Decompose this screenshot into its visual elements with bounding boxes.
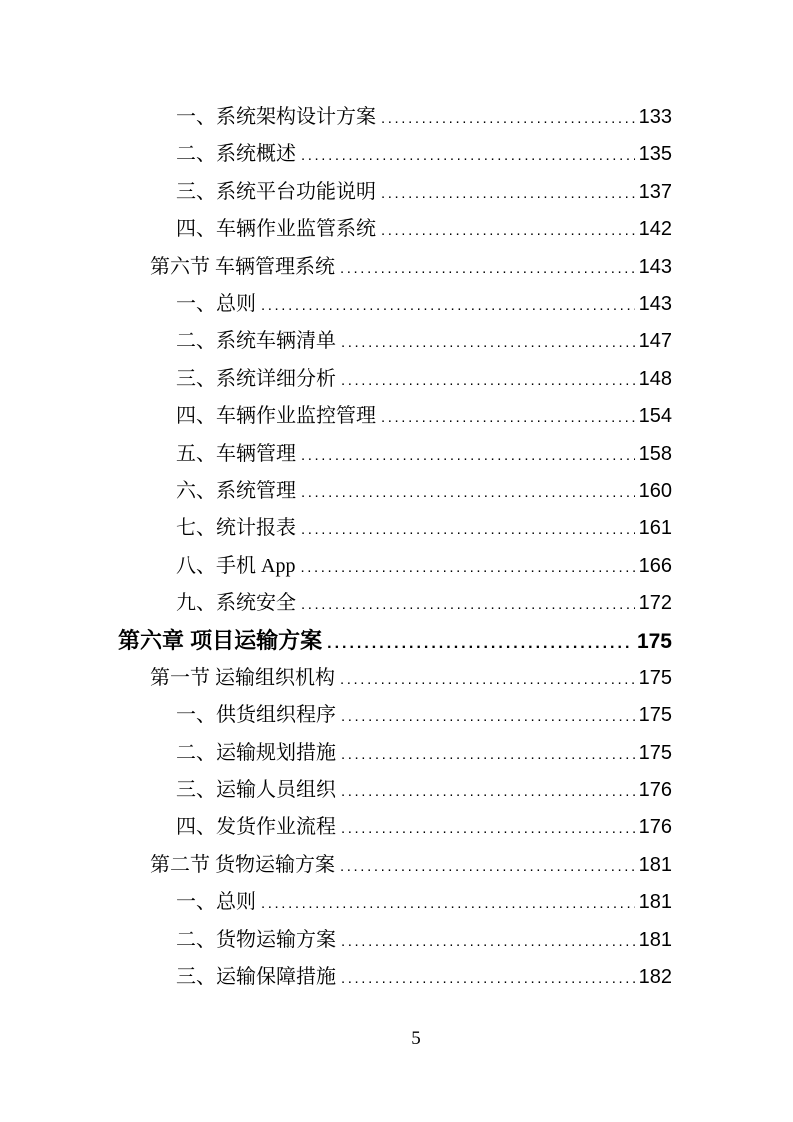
page-footer-number: 5 bbox=[411, 1028, 421, 1049]
toc-entry-title: 第六章 项目运输方案 bbox=[118, 628, 323, 654]
toc-leader-dots bbox=[327, 622, 633, 662]
toc-entry[interactable] bbox=[0, 922, 672, 959]
toc-leader-dots bbox=[261, 286, 635, 324]
toc-leader-dots bbox=[301, 473, 635, 511]
toc-entry-page-number: 176 bbox=[638, 779, 672, 802]
toc-entry[interactable] bbox=[0, 847, 672, 884]
toc-leader-dots bbox=[341, 323, 635, 361]
toc-leader-dots bbox=[261, 884, 635, 922]
toc-entry-page-number: 160 bbox=[638, 479, 672, 502]
toc-entry-title: 四、发货作业流程 bbox=[176, 816, 336, 839]
toc-leader-dots bbox=[341, 922, 635, 960]
toc-entry-page-number: 181 bbox=[638, 853, 672, 876]
toc-entry[interactable] bbox=[0, 211, 672, 248]
table-of-contents bbox=[0, 99, 672, 996]
toc-entry-title: 一、供货组织程序 bbox=[176, 704, 336, 727]
toc-entry-page-number: 182 bbox=[638, 965, 672, 988]
toc-entry-page-number: 143 bbox=[638, 292, 672, 315]
toc-entry[interactable] bbox=[0, 286, 672, 323]
toc-entry-title: 二、系统车辆清单 bbox=[176, 330, 336, 353]
toc-entry-title: 四、车辆作业监管系统 bbox=[176, 218, 376, 241]
toc-entry[interactable] bbox=[0, 174, 672, 211]
toc-entry[interactable] bbox=[0, 772, 672, 809]
toc-leader-dots bbox=[341, 735, 635, 773]
toc-entry[interactable] bbox=[0, 99, 672, 136]
toc-leader-dots bbox=[301, 585, 635, 623]
toc-entry[interactable] bbox=[0, 660, 672, 697]
toc-entry-title: 一、总则 bbox=[176, 891, 256, 914]
toc-entry[interactable] bbox=[0, 959, 672, 996]
toc-leader-dots bbox=[301, 136, 635, 174]
toc-entry-page-number: 181 bbox=[638, 891, 672, 914]
toc-entry-title: 二、系统概述 bbox=[176, 143, 296, 166]
toc-entry[interactable] bbox=[0, 585, 672, 622]
toc-entry[interactable] bbox=[0, 323, 672, 360]
toc-entry[interactable] bbox=[0, 884, 672, 921]
toc-entry-page-number: 175 bbox=[636, 630, 672, 654]
toc-entry-page-number: 143 bbox=[638, 255, 672, 278]
toc-entry-page-number: 175 bbox=[638, 704, 672, 727]
toc-leader-dots bbox=[381, 211, 635, 249]
toc-entry-page-number: 135 bbox=[638, 143, 672, 166]
toc-entry-title: 第六节 车辆管理系统 bbox=[150, 255, 335, 278]
toc-leader-dots bbox=[340, 660, 635, 698]
toc-entry-title: 三、运输保障措施 bbox=[176, 965, 336, 988]
toc-entry[interactable] bbox=[0, 473, 672, 510]
toc-entry[interactable] bbox=[0, 622, 672, 659]
toc-entry-title: 二、运输规划措施 bbox=[176, 741, 336, 764]
toc-entry[interactable] bbox=[0, 510, 672, 547]
toc-leader-dots bbox=[341, 697, 635, 735]
toc-entry-page-number: 148 bbox=[638, 367, 672, 390]
toc-entry-page-number: 172 bbox=[638, 592, 672, 615]
toc-entry-title: 九、系统安全 bbox=[176, 592, 296, 615]
toc-leader-dots bbox=[381, 398, 635, 436]
toc-leader-dots bbox=[340, 249, 635, 287]
toc-entry-page-number: 181 bbox=[638, 928, 672, 951]
toc-entry[interactable] bbox=[0, 735, 672, 772]
toc-entry[interactable] bbox=[0, 697, 672, 734]
toc-entry-title: 第二节 货物运输方案 bbox=[150, 853, 335, 876]
toc-entry-title: 一、总则 bbox=[176, 292, 256, 315]
toc-entry-title: 四、车辆作业监控管理 bbox=[176, 405, 376, 428]
toc-leader-dots bbox=[300, 548, 634, 586]
toc-leader-dots bbox=[341, 361, 635, 399]
toc-entry-title: 八、手机 App bbox=[176, 554, 296, 577]
toc-entry-title: 六、系统管理 bbox=[176, 479, 296, 502]
toc-entry-title: 三、系统详细分析 bbox=[176, 367, 336, 390]
toc-entry-page-number: 175 bbox=[638, 741, 672, 764]
toc-entry-page-number: 176 bbox=[638, 816, 672, 839]
toc-entry-title: 三、运输人员组织 bbox=[176, 779, 336, 802]
toc-entry-page-number: 161 bbox=[638, 517, 672, 540]
toc-entry[interactable] bbox=[0, 809, 672, 846]
toc-leader-dots bbox=[341, 772, 635, 810]
toc-entry[interactable] bbox=[0, 436, 672, 473]
toc-leader-dots bbox=[301, 436, 635, 474]
toc-leader-dots bbox=[381, 174, 635, 212]
toc-entry-page-number: 142 bbox=[638, 218, 672, 241]
toc-entry-page-number: 166 bbox=[638, 554, 672, 577]
toc-entry-title: 七、统计报表 bbox=[176, 517, 296, 540]
toc-entry-title: 第一节 运输组织机构 bbox=[150, 666, 335, 689]
toc-leader-dots bbox=[341, 809, 635, 847]
toc-entry-page-number: 154 bbox=[638, 405, 672, 428]
toc-entry-page-number: 175 bbox=[638, 666, 672, 689]
toc-leader-dots bbox=[301, 510, 635, 548]
toc-entry[interactable] bbox=[0, 136, 672, 173]
toc-entry[interactable] bbox=[0, 361, 672, 398]
toc-entry-title: 三、系统平台功能说明 bbox=[176, 180, 376, 203]
toc-entry-page-number: 137 bbox=[638, 180, 672, 203]
toc-entry-title: 二、货物运输方案 bbox=[176, 928, 336, 951]
toc-leader-dots bbox=[341, 959, 635, 997]
toc-entry[interactable] bbox=[0, 548, 672, 585]
toc-entry-page-number: 158 bbox=[638, 442, 672, 465]
toc-leader-dots bbox=[381, 99, 635, 137]
toc-entry-title: 一、系统架构设计方案 bbox=[176, 106, 376, 128]
toc-leader-dots bbox=[340, 847, 635, 885]
toc-entry-title: 五、车辆管理 bbox=[176, 442, 296, 465]
toc-entry[interactable] bbox=[0, 249, 672, 286]
toc-entry[interactable] bbox=[0, 398, 672, 435]
toc-entry-page-number: 133 bbox=[638, 106, 672, 128]
toc-entry-page-number: 147 bbox=[638, 330, 672, 353]
